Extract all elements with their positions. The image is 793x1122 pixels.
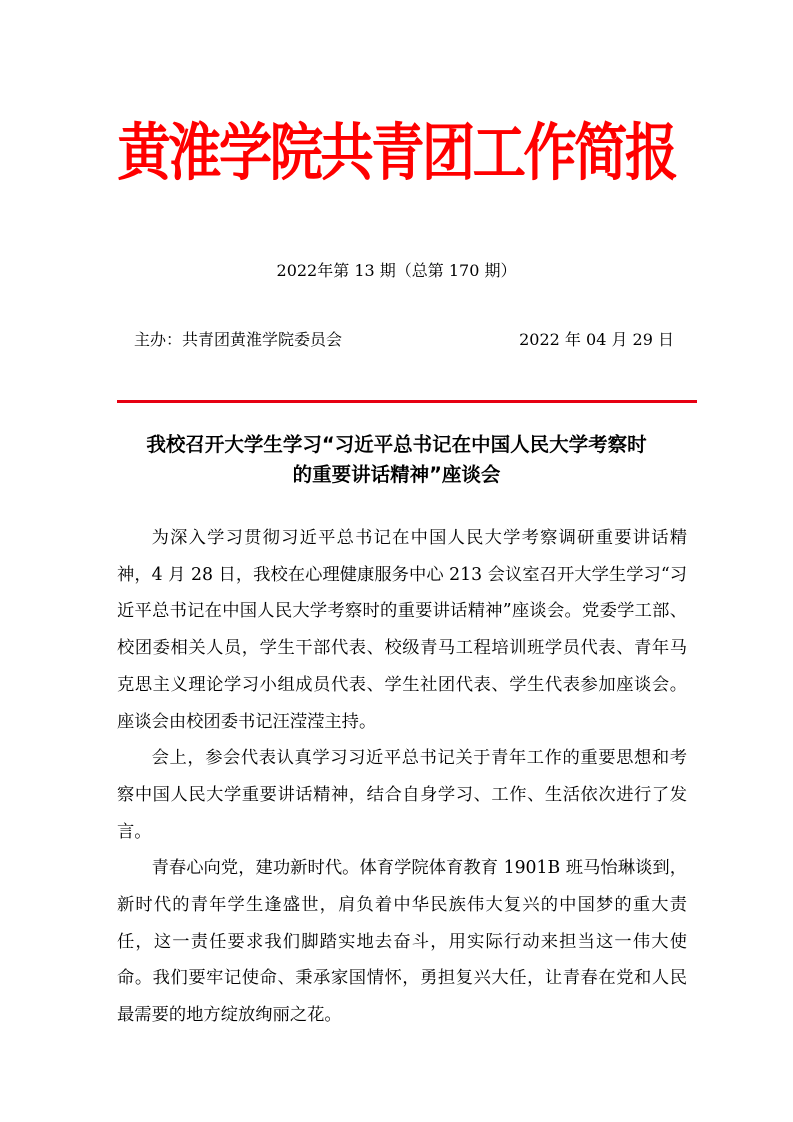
red-divider	[117, 400, 697, 403]
article-title-line-1: 我校召开大学生学习“习近平总书记在中国人民大学考察时	[146, 433, 647, 456]
article-body	[117, 520, 687, 1034]
sponsor-label: 主办：共青团黄淮学院委员会	[134, 330, 343, 349]
article-title	[110, 430, 683, 490]
paragraph: 青春心向党，建功新时代。体育学院体育教育 1901B 班马怡琳谈到，新时代的青年学生逢盛世，肩负着中华民族伟大复兴的中国梦的重大责任，这一责任要求我们脚踏实地去奋斗，用实际行动来担当这一伟大使命。我们要牢记使命、秉承家国情怀，勇担复兴大任，让青春在党和人民最需要的地方绽放绚丽之花。	[117, 858, 687, 1026]
paragraph: 为深入学习贯彻习近平总书记在中国人民大学考察调研重要讲话精神，4 月 28 日，我校在心理健康服务中心 213 会议室召开大学生学习“习近平总书记在中国人民大学考察时的重要讲话精神”座谈会。党委学工部、校团委相关人员，学生干部代表、校级青马工程培训班学员代表、青年马克思主义理论学习小组成员代表、学生社团代表、学生代表参加座谈会。座谈会由校团委书记汪滢滢主持。	[117, 528, 687, 732]
paragraph: 会上，参会代表认真学习习近平总书记关于青年工作的重要思想和考察中国人民大学重要讲话精神，结合自身学习、工作、生活依次进行了发言。	[117, 748, 687, 842]
masthead-title: 黄淮学院共青团工作简报	[117, 116, 676, 189]
issue-number: 2022年第 13 期（总第 170 期）	[276, 261, 517, 280]
publish-date: 2022 年 04 月 29 日	[519, 330, 674, 349]
article-title-line-2: 的重要讲话精神”座谈会	[292, 463, 501, 486]
